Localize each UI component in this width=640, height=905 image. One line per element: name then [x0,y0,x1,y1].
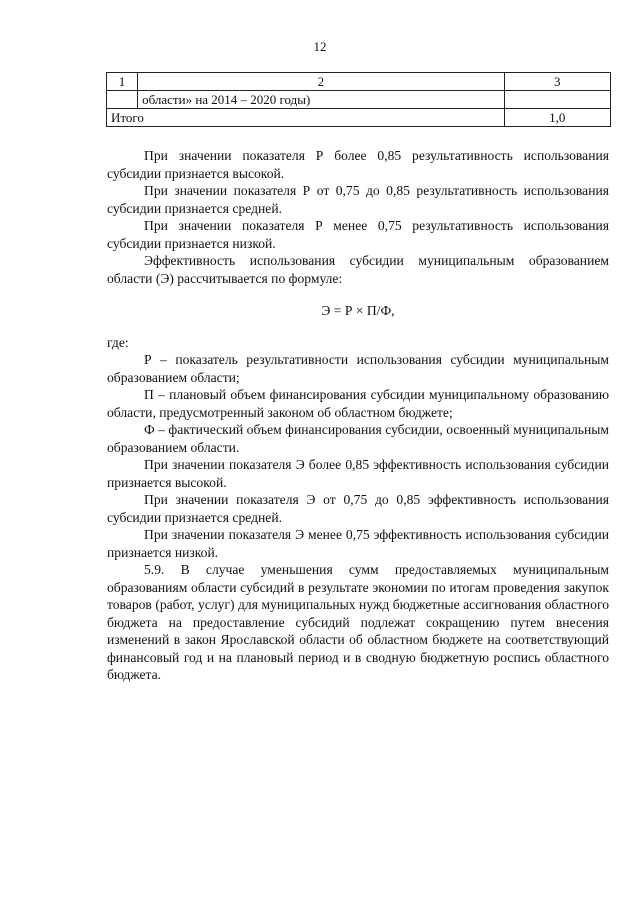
definition-p: Р – показатель результативности использования субсидии муниципальным образованием области; [107,352,609,385]
paragraph: При значении показателя Э менее 0,75 эффективность использования субсидии признается низкой. [107,527,609,560]
table-header-cell: 1 [107,73,138,91]
table-total-value: 1,0 [504,109,610,127]
table-header-row [107,73,611,91]
paragraph: При значении показателя Э более 0,85 эффективность использования субсидии признается высокой. [107,457,609,490]
page-number: 12 [313,39,327,54]
table-cell [504,91,610,109]
definition-plan: П – плановый объем финансирования субсидии муниципальному образованию области, предусмотренный законом об областном бюджете; [107,387,609,420]
table-total-row [107,109,611,127]
table-header-cell: 2 [138,73,504,91]
document-body [107,147,609,684]
paragraph-5-9: 5.9. В случае уменьшения сумм предоставляемых муниципальным образованиям области субсидий в результате экономии по итогам проведения закупок товаров (работ, услуг) для муниципальных нужд бюджетные ассигнования областного бюджета на предоставление субсидий подлежат сокращению путем внесения изменений в закон Ярославской области об областном бюджете на соответствующий финансовый год и на плановый период и в сводную бюджетную роспись областного бюджета. [107,562,609,682]
results-table [106,72,611,127]
paragraph: При значении показателя Э от 0,75 до 0,85 эффективность использования субсидии признается средней. [107,492,609,525]
formula: Э = Р × П/Ф, [321,303,395,318]
paragraph: При значении показателя Р более 0,85 результативность использования субсидии признается высокой. [107,148,609,181]
paragraph: При значении показателя Р менее 0,75 результативность использования субсидии признается низкой. [107,218,609,251]
table-cell [107,91,138,109]
paragraph: При значении показателя Р от 0,75 до 0,85 результативность использования субсидии признается средней. [107,183,609,216]
where-label: где: [107,334,129,350]
definition-fact: Ф – фактический объем финансирования субсидии, освоенный муниципальным образованием области. [107,422,609,455]
table-total-label: Итого [107,109,505,127]
paragraph: Эффективность использования субсидии муниципальным образованием области (Э) рассчитывается по формуле: [107,253,609,286]
table-cell: области» на 2014 – 2020 годы) [138,91,504,109]
table-header-cell: 3 [504,73,610,91]
table-row [107,91,611,109]
